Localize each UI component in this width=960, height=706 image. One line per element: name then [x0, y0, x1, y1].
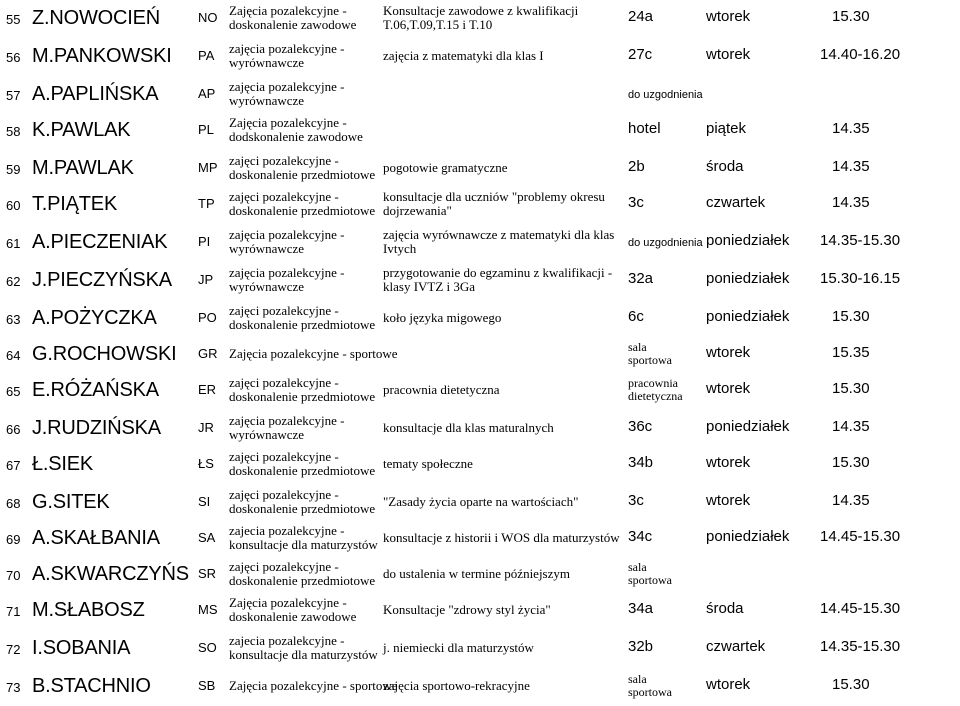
weekday: poniedziałek [706, 418, 790, 435]
time: 15.30 [832, 676, 870, 693]
room: 36c [628, 418, 653, 435]
row-number: 69 [6, 532, 21, 547]
teacher-name: B.STACHNIO [32, 675, 151, 697]
table-row [0, 556, 960, 593]
room: sala sportowa [628, 672, 672, 699]
activity-type: zajęcia pozalekcyjne - wyrównawcze [229, 413, 345, 442]
activity-description: konsultacje z historii i WOS dla maturzystów [383, 530, 620, 545]
activity-type: zajęci pozalekcyjne - doskonalenie przedmiotowe [229, 153, 376, 182]
weekday: poniedziałek [706, 232, 790, 249]
activity-description: zajęcia z matematyki dla klas I [383, 48, 544, 63]
room: 3c [628, 194, 644, 211]
weekday: poniedziałek [706, 528, 790, 545]
activity-type: Zajęcia pozalekcyjne - sportowe [229, 678, 398, 693]
activity-type: zajęcia pozalekcyjne - wyrównawcze [229, 227, 345, 256]
table-row [0, 224, 960, 261]
table-row [0, 630, 960, 667]
table-row [0, 592, 960, 629]
activity-type: Zajęcia pozalekcyjne - doskonalenie zawodowe [229, 3, 357, 32]
teacher-code: GR [198, 346, 218, 361]
teacher-code: MS [198, 602, 218, 617]
weekday: wtorek [706, 380, 751, 397]
time: 14.45-15.30 [820, 600, 901, 617]
weekday: wtorek [706, 454, 751, 471]
teacher-name: T.PIĄTEK [32, 193, 118, 215]
room: pracownia dietetyczna [628, 376, 683, 403]
teacher-name: M.SŁABOSZ [32, 599, 145, 621]
weekday: wtorek [706, 492, 751, 509]
activity-description: do ustalenia w termine późniejszym [383, 566, 571, 581]
row-number: 58 [6, 124, 21, 139]
activity-type: Zajęcia pozalekcyjne - doskonalenie zawodowe [229, 595, 357, 624]
room: 32a [628, 270, 654, 287]
weekday: poniedziałek [706, 308, 790, 325]
time: 15.30 [832, 380, 870, 397]
teacher-name: A.PIECZENIAK [32, 231, 168, 253]
activity-description: pogotowie gramatyczne [383, 160, 508, 175]
activity-type: Zajęcia pozalekcyjne - sportowe [229, 346, 398, 361]
row-number: 71 [6, 604, 21, 619]
teacher-code: SI [198, 494, 211, 509]
weekday: wtorek [706, 676, 751, 693]
room: 34b [628, 454, 654, 471]
row-number: 57 [6, 88, 21, 103]
weekday: czwartek [706, 638, 766, 655]
teacher-code: AP [198, 86, 216, 101]
activity-description: "Zasady życia oparte na wartościach" [383, 494, 579, 509]
time: 14.35 [832, 194, 870, 211]
table-row [0, 300, 960, 337]
table-row [0, 410, 960, 447]
room: sala sportowa [628, 560, 672, 587]
room: 6c [628, 308, 644, 325]
teacher-name: G.ROCHOWSKI [32, 343, 177, 365]
time: 15.30 [832, 8, 870, 25]
room: 24a [628, 8, 654, 25]
activity-type: zajęci pozalekcyjne - doskonalenie przedmiotowe [229, 375, 376, 404]
row-number: 72 [6, 642, 21, 657]
time: 14.40-16.20 [820, 46, 901, 63]
teacher-code: MP [198, 160, 218, 175]
time: 14.35-15.30 [820, 638, 901, 655]
room: 32b [628, 638, 654, 655]
time: 14.35 [832, 418, 870, 435]
row-number: 56 [6, 50, 21, 65]
time: 14.45-15.30 [820, 528, 901, 545]
table-row [0, 112, 960, 149]
row-number: 70 [6, 568, 21, 583]
table-row [0, 668, 960, 705]
time: 14.35 [832, 158, 870, 175]
room: do uzgodnienia [628, 89, 703, 101]
room: hotel [628, 120, 661, 137]
teacher-code: ER [198, 382, 217, 397]
teacher-code: PI [198, 234, 211, 249]
activity-description: pracownia dietetyczna [383, 382, 500, 397]
room: sala sportowa [628, 340, 672, 367]
weekday: poniedziałek [706, 270, 790, 287]
table-row [0, 38, 960, 75]
teacher-code: PA [198, 48, 215, 63]
activity-type: zajecia pozalekcyjne - konsultacje dla maturzystów [229, 633, 378, 662]
table-row [0, 150, 960, 187]
room: 27c [628, 46, 653, 63]
teacher-name: K.PAWLAK [32, 119, 131, 141]
room: 34c [628, 528, 653, 545]
teacher-name: J.RUDZIŃSKA [32, 417, 161, 439]
teacher-code: JP [198, 272, 214, 287]
weekday: wtorek [706, 46, 751, 63]
activity-description: koło języka migowego [383, 310, 502, 325]
teacher-code: SR [198, 566, 217, 581]
teacher-name: A.SKAŁBANIA [32, 527, 160, 549]
row-number: 66 [6, 422, 21, 437]
teacher-code: NO [198, 10, 218, 25]
room: 2b [628, 158, 645, 175]
teacher-name: I.SOBANIA [32, 637, 131, 659]
activity-type: zajęci pozalekcyjne - doskonalenie przedmiotowe [229, 303, 376, 332]
activity-description: konsultacje dla klas maturalnych [383, 420, 554, 435]
activity-type: zajecia pozalekcyjne - konsultacje dla maturzystów [229, 523, 378, 552]
activity-description: Konsultacje zawodowe z kwalifikacji T.06,T.09,T.15 i T.10 [383, 3, 579, 32]
room: 3c [628, 492, 644, 509]
table-row [0, 186, 960, 223]
teacher-code: ŁS [198, 456, 214, 471]
teacher-name: M.PAWLAK [32, 157, 134, 179]
activity-description: tematy społeczne [383, 456, 473, 471]
activity-description: Konsultacje "zdrowy styl życia" [383, 602, 551, 617]
time: 14.35 [832, 120, 870, 137]
time: 14.35 [832, 492, 870, 509]
time: 15.35 [832, 344, 870, 361]
teacher-code: PL [198, 122, 214, 137]
row-number: 65 [6, 384, 21, 399]
activity-description: zajęcia wyrównawcze z matematyki dla klas Ivtych [383, 227, 615, 256]
table-row [0, 336, 960, 373]
row-number: 63 [6, 312, 21, 327]
row-number: 60 [6, 198, 21, 213]
table-row [0, 372, 960, 409]
row-number: 61 [6, 236, 21, 251]
teacher-name: A.SKWARCZYŃS [32, 563, 189, 585]
activity-type: Zajęcia pozalekcyjne - dodskonalenie zawodowe [229, 115, 363, 144]
activity-type: zajęcia pozalekcyjne - wyrównawcze [229, 265, 345, 294]
activity-description: j. niemiecki dla maturzystów [383, 640, 534, 655]
activity-type: zajęci pozalekcyjne - doskonalenie przedmiotowe [229, 449, 376, 478]
teacher-name: J.PIECZYŃSKA [32, 269, 172, 291]
teacher-name: A.PAPLIŃSKA [32, 83, 159, 105]
table-row [0, 520, 960, 557]
row-number: 73 [6, 680, 21, 695]
teacher-name: A.POŻYCZKA [32, 307, 157, 329]
weekday: czwartek [706, 194, 766, 211]
teacher-code: SB [198, 678, 216, 693]
row-number: 55 [6, 12, 21, 27]
activity-description: konsultacje dla uczniów "problemy okresu dojrzewania" [383, 189, 605, 218]
table-row [0, 262, 960, 299]
teacher-name: M.PANKOWSKI [32, 45, 172, 67]
teacher-name: Ł.SIEK [32, 453, 94, 475]
row-number: 62 [6, 274, 21, 289]
teacher-name: G.SITEK [32, 491, 110, 513]
room: 34a [628, 600, 654, 617]
activity-description: przygotowanie do egzaminu z kwalifikacji - klasy IVTZ i 3Ga [383, 265, 613, 294]
room: do uzgodnienia [628, 237, 703, 249]
teacher-code: SO [198, 640, 217, 655]
teacher-code: JR [198, 420, 214, 435]
activity-type: zajęci pozalekcyjne - doskonalenie przedmiotowe [229, 559, 376, 588]
row-number: 67 [6, 458, 21, 473]
teacher-code: PO [198, 310, 217, 325]
weekday: środa [706, 158, 744, 175]
teacher-name: Z.NOWOCIEŃ [32, 7, 160, 29]
row-number: 64 [6, 348, 21, 363]
activity-type: zajęcia pozalekcyjne - wyrównawcze [229, 79, 345, 108]
time: 15.30-16.15 [820, 270, 901, 287]
activity-type: zajęci pozalekcyjne - doskonalenie przedmiotowe [229, 487, 376, 516]
activity-type: zajęcia pozalekcyjne - wyrównawcze [229, 41, 345, 70]
time: 15.30 [832, 308, 870, 325]
row-number: 68 [6, 496, 21, 511]
time: 14.35-15.30 [820, 232, 901, 249]
activity-type: zajęci pozalekcyjne - doskonalenie przedmiotowe [229, 189, 376, 218]
weekday: wtorek [706, 344, 751, 361]
table-row [0, 76, 960, 113]
time: 15.30 [832, 454, 870, 471]
row-number: 59 [6, 162, 21, 177]
teacher-name: E.RÓŻAŃSKA [32, 379, 159, 401]
table-row [0, 446, 960, 483]
teacher-code: SA [198, 530, 216, 545]
table-row [0, 0, 960, 37]
teacher-code: TP [198, 196, 215, 211]
weekday: środa [706, 600, 744, 617]
weekday: piątek [706, 120, 747, 137]
activity-description: zajęcia sportowo-rekracyjne [383, 678, 530, 693]
weekday: wtorek [706, 8, 751, 25]
table-row [0, 484, 960, 521]
